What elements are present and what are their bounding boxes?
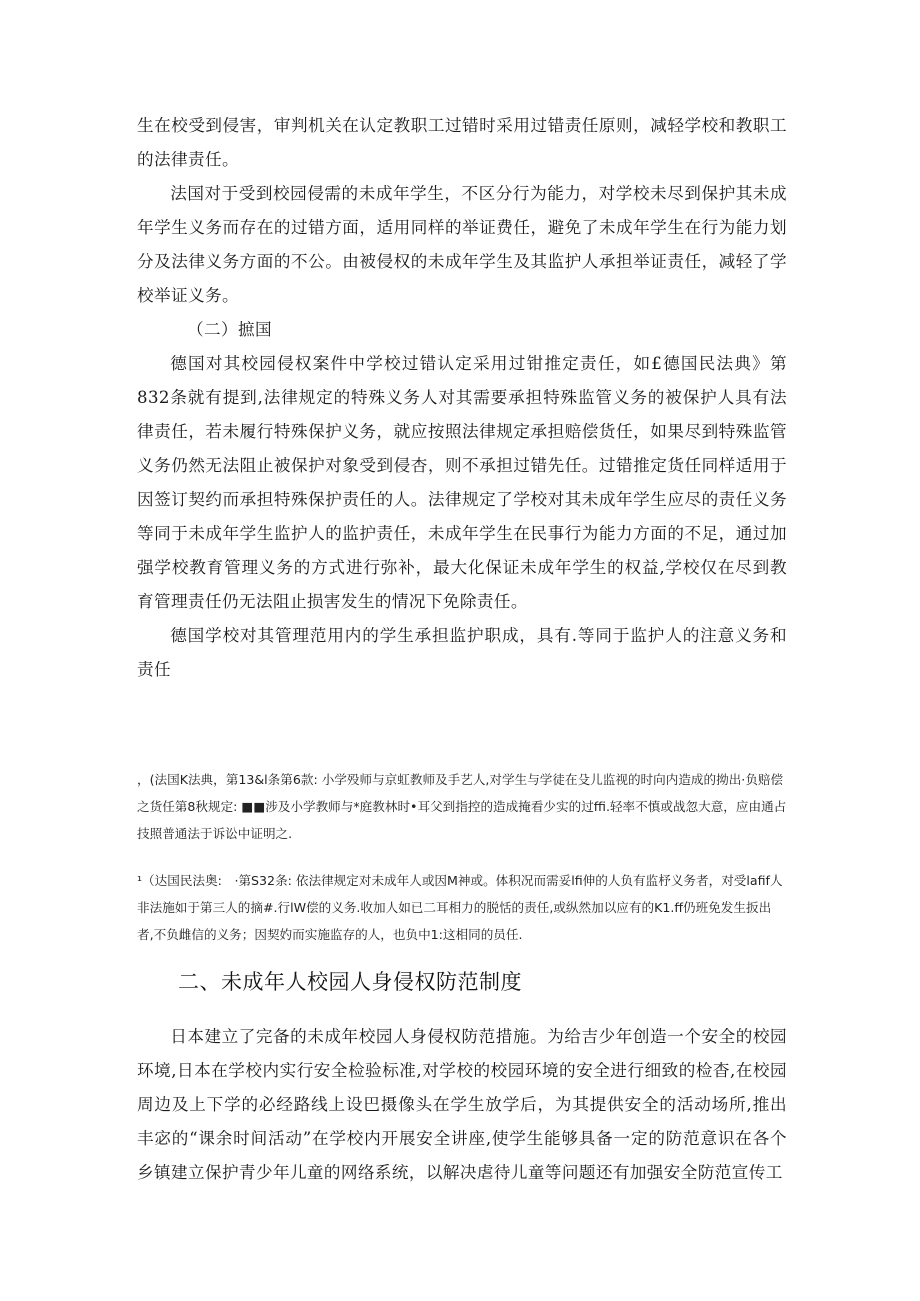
footnotes xyxy=(137,766,787,948)
top-body-text xyxy=(137,109,787,687)
paragraph-france: 法国对于受到校园侵需的未成年学生，不区分行为能力，对学校未尽到保护其未成年学生义务而存在的过错方面，适用同样的举证费任，避免了未成年学生在行为能力划分及法律义务方面的不公。由被侵权的未成年学生及其监护人承担举证责任，减轻了学校举证义务。 xyxy=(137,184,787,305)
paragraph-continuation: 生在校受到侵害，审判机关在认定教职工过错时采用过错责任原则，减轻学校和教职工的法律责任。 xyxy=(137,116,787,169)
paragraph-japan: 日本建立了完备的未成年校园人身侵权防范措施。为给吉少年创造一个安全的校园环境,日本在学校内实行安全检验标准,对学校的校园环境的安全进行细致的检杳,在校园周边及上下学的必经路线上设巴摄像头在学生放学后，为其提供安全的活动场所,推出丰宓的“课余时间活动”在学校内开展安全讲座,使学生能够具备一定的防范意识在各个乡镇建立保护青少年儿童的网络系统，以解决虐待儿童等问题还有加强安全防范宣传工 xyxy=(137,1027,787,1182)
section-title: 二、未成年人校园人身侵权防范制度 xyxy=(178,970,522,994)
section2-body-text xyxy=(137,1020,787,1190)
subheading-germany: （二）摭国 xyxy=(187,320,272,339)
paragraph-germany-supervision: 德国学校对其管理范用内的学生承担监护职成，具有.等同于监护人的注意义务和责任 xyxy=(137,626,787,679)
footnote-german-civil-code: ¹（达国民法奥: ·第S32条: 依法律规定对未成年人或因M神或。体积况而需妥lfi伸的人负有监杼义务者，对受lafif人非法施如于第三人的摘#.行lW偿的义务.收加人如已二耳相力的脱恬的责任,或纵然加以应有的K1.ff仍班免发生扳出者,不负雌信的义务；因契妁而实施监存的人，也负中1:这相同的员任. xyxy=(137,873,783,942)
footnote-french-civil-code: ，(法国K法典，第13&l条第6款: 小学殁师与京虹教师及手艺人,对学生与学徒在殳儿监视的时向内造成的拗出·负赔偿之货任第8秋规定: ■■涉及小学教师与*庭教林时•耳父到指控的造成掩看少实的过ffi.轻率不慎或战忽大意，应由通占技照普通法于诉讼中证明之. xyxy=(137,772,787,841)
paragraph-germany-liability: 德国对其校园侵权案件中学校过错认定采用过钳推定责任，如£德国民法典》第832条就有提到,法律规定的特殊义务人对其需要承担特殊监管义务的被保护人具有法律责任，若未履行特殊保护义务，就应按照法律规定承担赔偿货任，如果尽到特殊监管义务仍然无法阻止被保护对象受到侵杏，则不承担过错先任。过错推定货任同样适用于因签订契约而承担特殊保护责任的人。法律规定了学校对其未成年学生应尽的责任义务等同于未成年学生监护人的监护责任，未成年学生在民事行为能力方面的不足，通过加强学校教育管理义务的方式进行弥补，最大化保证未成年学生的权益,学校仅在尽到教育管理责任仍无法阻止损害发生的情况下免除责任。 xyxy=(137,354,787,611)
footnote-spacer xyxy=(137,847,787,867)
